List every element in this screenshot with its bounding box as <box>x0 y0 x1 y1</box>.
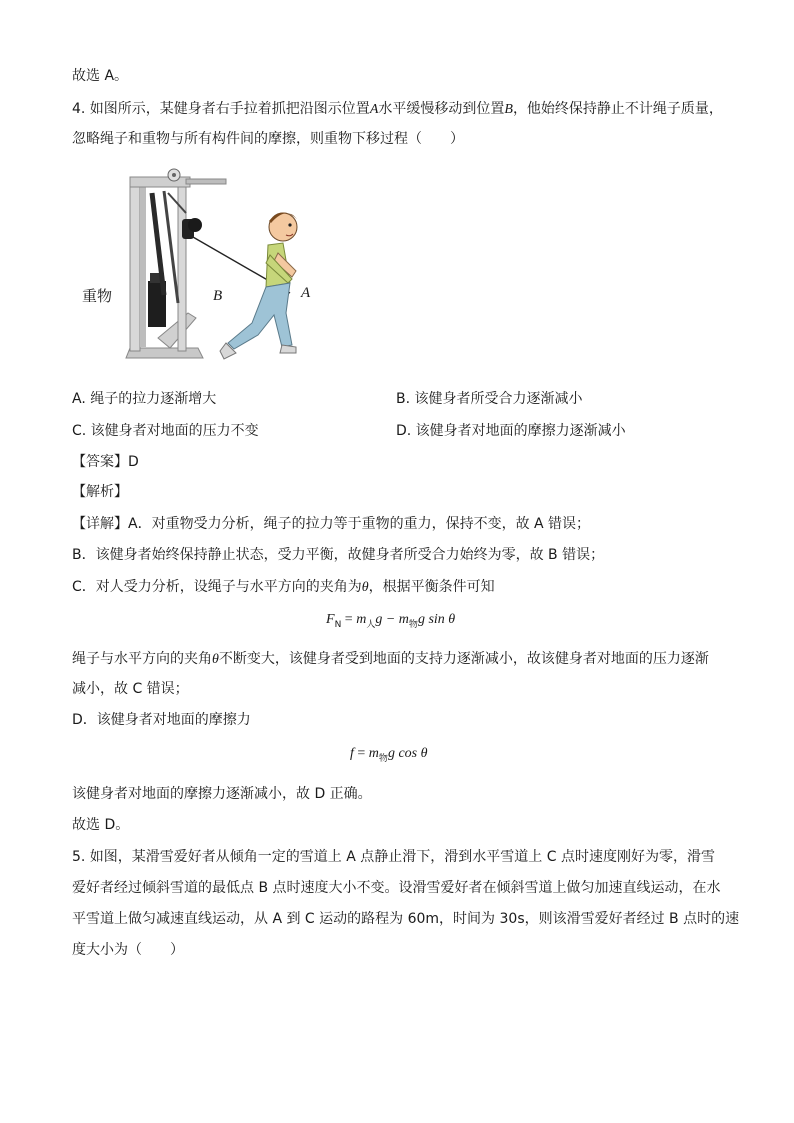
formula2-tail: g cos θ <box>387 746 428 761</box>
detail-a: 【详解】A．对重物受力分析，绳子的拉力等于重物的重力，保持不变，故 A 错误； <box>72 516 591 532</box>
q5-line1: 5. 如图，某滑雪爱好者从倾角一定的雪道上 A 点静止滑下，滑到水平雪道上 C 点时速度刚好为零，滑雪 <box>72 849 715 865</box>
detail-c2-text-2: 不断变大，该健身者受到地面的支持力逐渐减小，故该健身者对地面的压力逐渐 <box>218 651 709 667</box>
label-weight: 重物 <box>82 287 113 305</box>
formula1-m1-sub: 人 <box>366 619 376 630</box>
formula1-g1: g − <box>375 612 399 627</box>
label-position-b: B <box>213 288 223 304</box>
formula-friction <box>350 746 427 764</box>
formula1-lhs-sub: N <box>334 619 342 630</box>
option-b: B. 该健身者所受合力逐渐减小 <box>396 391 583 407</box>
q4-figure <box>78 163 328 373</box>
formula2-m-sub: 物 <box>378 753 388 764</box>
theta-symbol-2: θ <box>212 652 219 667</box>
option-d: D. 该健身者对地面的摩擦力逐渐减小 <box>396 423 626 439</box>
q4-stem-point-a: A <box>369 102 379 117</box>
q4-stem-line2: 忽略绳子和重物与所有构件间的摩擦，则重物下移过程（ ） <box>72 131 464 147</box>
q4-conclusion: 故选 D。 <box>72 817 130 833</box>
detail-b: B．该健身者始终保持静止状态，受力平衡，故健身者所受合力始终为零，故 B 错误； <box>72 547 605 563</box>
label-position-a: A <box>301 285 311 301</box>
formula-normal-force <box>326 612 455 630</box>
formula1-m2: m <box>398 612 409 627</box>
analysis-label: 【解析】 <box>72 484 128 500</box>
detail-c-text-2: ，根据平衡条件可知 <box>368 579 495 595</box>
option-a: A. 绳子的拉力逐渐增大 <box>72 391 217 407</box>
detail-d-line2: 该健身者对地面的摩擦力逐渐减小，故 D 正确。 <box>72 786 372 802</box>
formula1-eq: = <box>341 612 357 627</box>
q5-line3: 平雪道上做匀减速直线运动，从 A 到 C 运动的路程为 60m，时间为 30s，则该滑雪爱好者经过 B 点时的速 <box>72 911 740 927</box>
q4-stem-text: 4. 如图所示，某健身者右手拉着抓把沿图示位置 <box>72 101 370 117</box>
q4-stem-point-b: B <box>504 102 513 117</box>
q5-line2: 爱好者经过倾斜雪道的最低点 B 点时速度大小不变。设滑雪爱好者在倾斜雪道上做匀加速直线运动，在水 <box>72 880 721 896</box>
previous-conclusion: 故选 A。 <box>72 68 129 84</box>
detail-c2-text: 绳子与水平方向的夹角 <box>72 651 212 667</box>
q4-stem-line1 <box>72 99 723 120</box>
formula1-m2-sub: 物 <box>408 619 418 630</box>
formula2-lhs: f <box>350 746 354 761</box>
formula1-m1: m <box>356 612 367 627</box>
q4-stem-text-2: 水平缓慢移动到位置 <box>378 101 505 117</box>
q4-stem-text-3: ，他始终保持静止不计绳子质量， <box>512 101 723 117</box>
detail-c-line3: 减小，故 C 错误； <box>72 681 189 697</box>
answer-label: 【答案】D <box>72 454 139 470</box>
option-c: C. 该健身者对地面的压力不变 <box>72 423 259 439</box>
gym-machine-illustration <box>78 163 328 373</box>
formula2-eq: = <box>353 746 369 761</box>
formula2-m: m <box>368 746 379 761</box>
detail-c-text: C．对人受力分析，设绳子与水平方向的夹角为 <box>72 579 362 595</box>
detail-c-line2 <box>72 649 709 670</box>
detail-c-line1 <box>72 577 495 598</box>
formula1-lhs: F <box>326 612 335 627</box>
formula1-tail: g sin θ <box>417 612 456 627</box>
theta-symbol: θ <box>361 580 369 595</box>
detail-d-line1: D．该健身者对地面的摩擦力 <box>72 712 251 728</box>
q5-line4: 度大小为（ ） <box>72 942 184 958</box>
